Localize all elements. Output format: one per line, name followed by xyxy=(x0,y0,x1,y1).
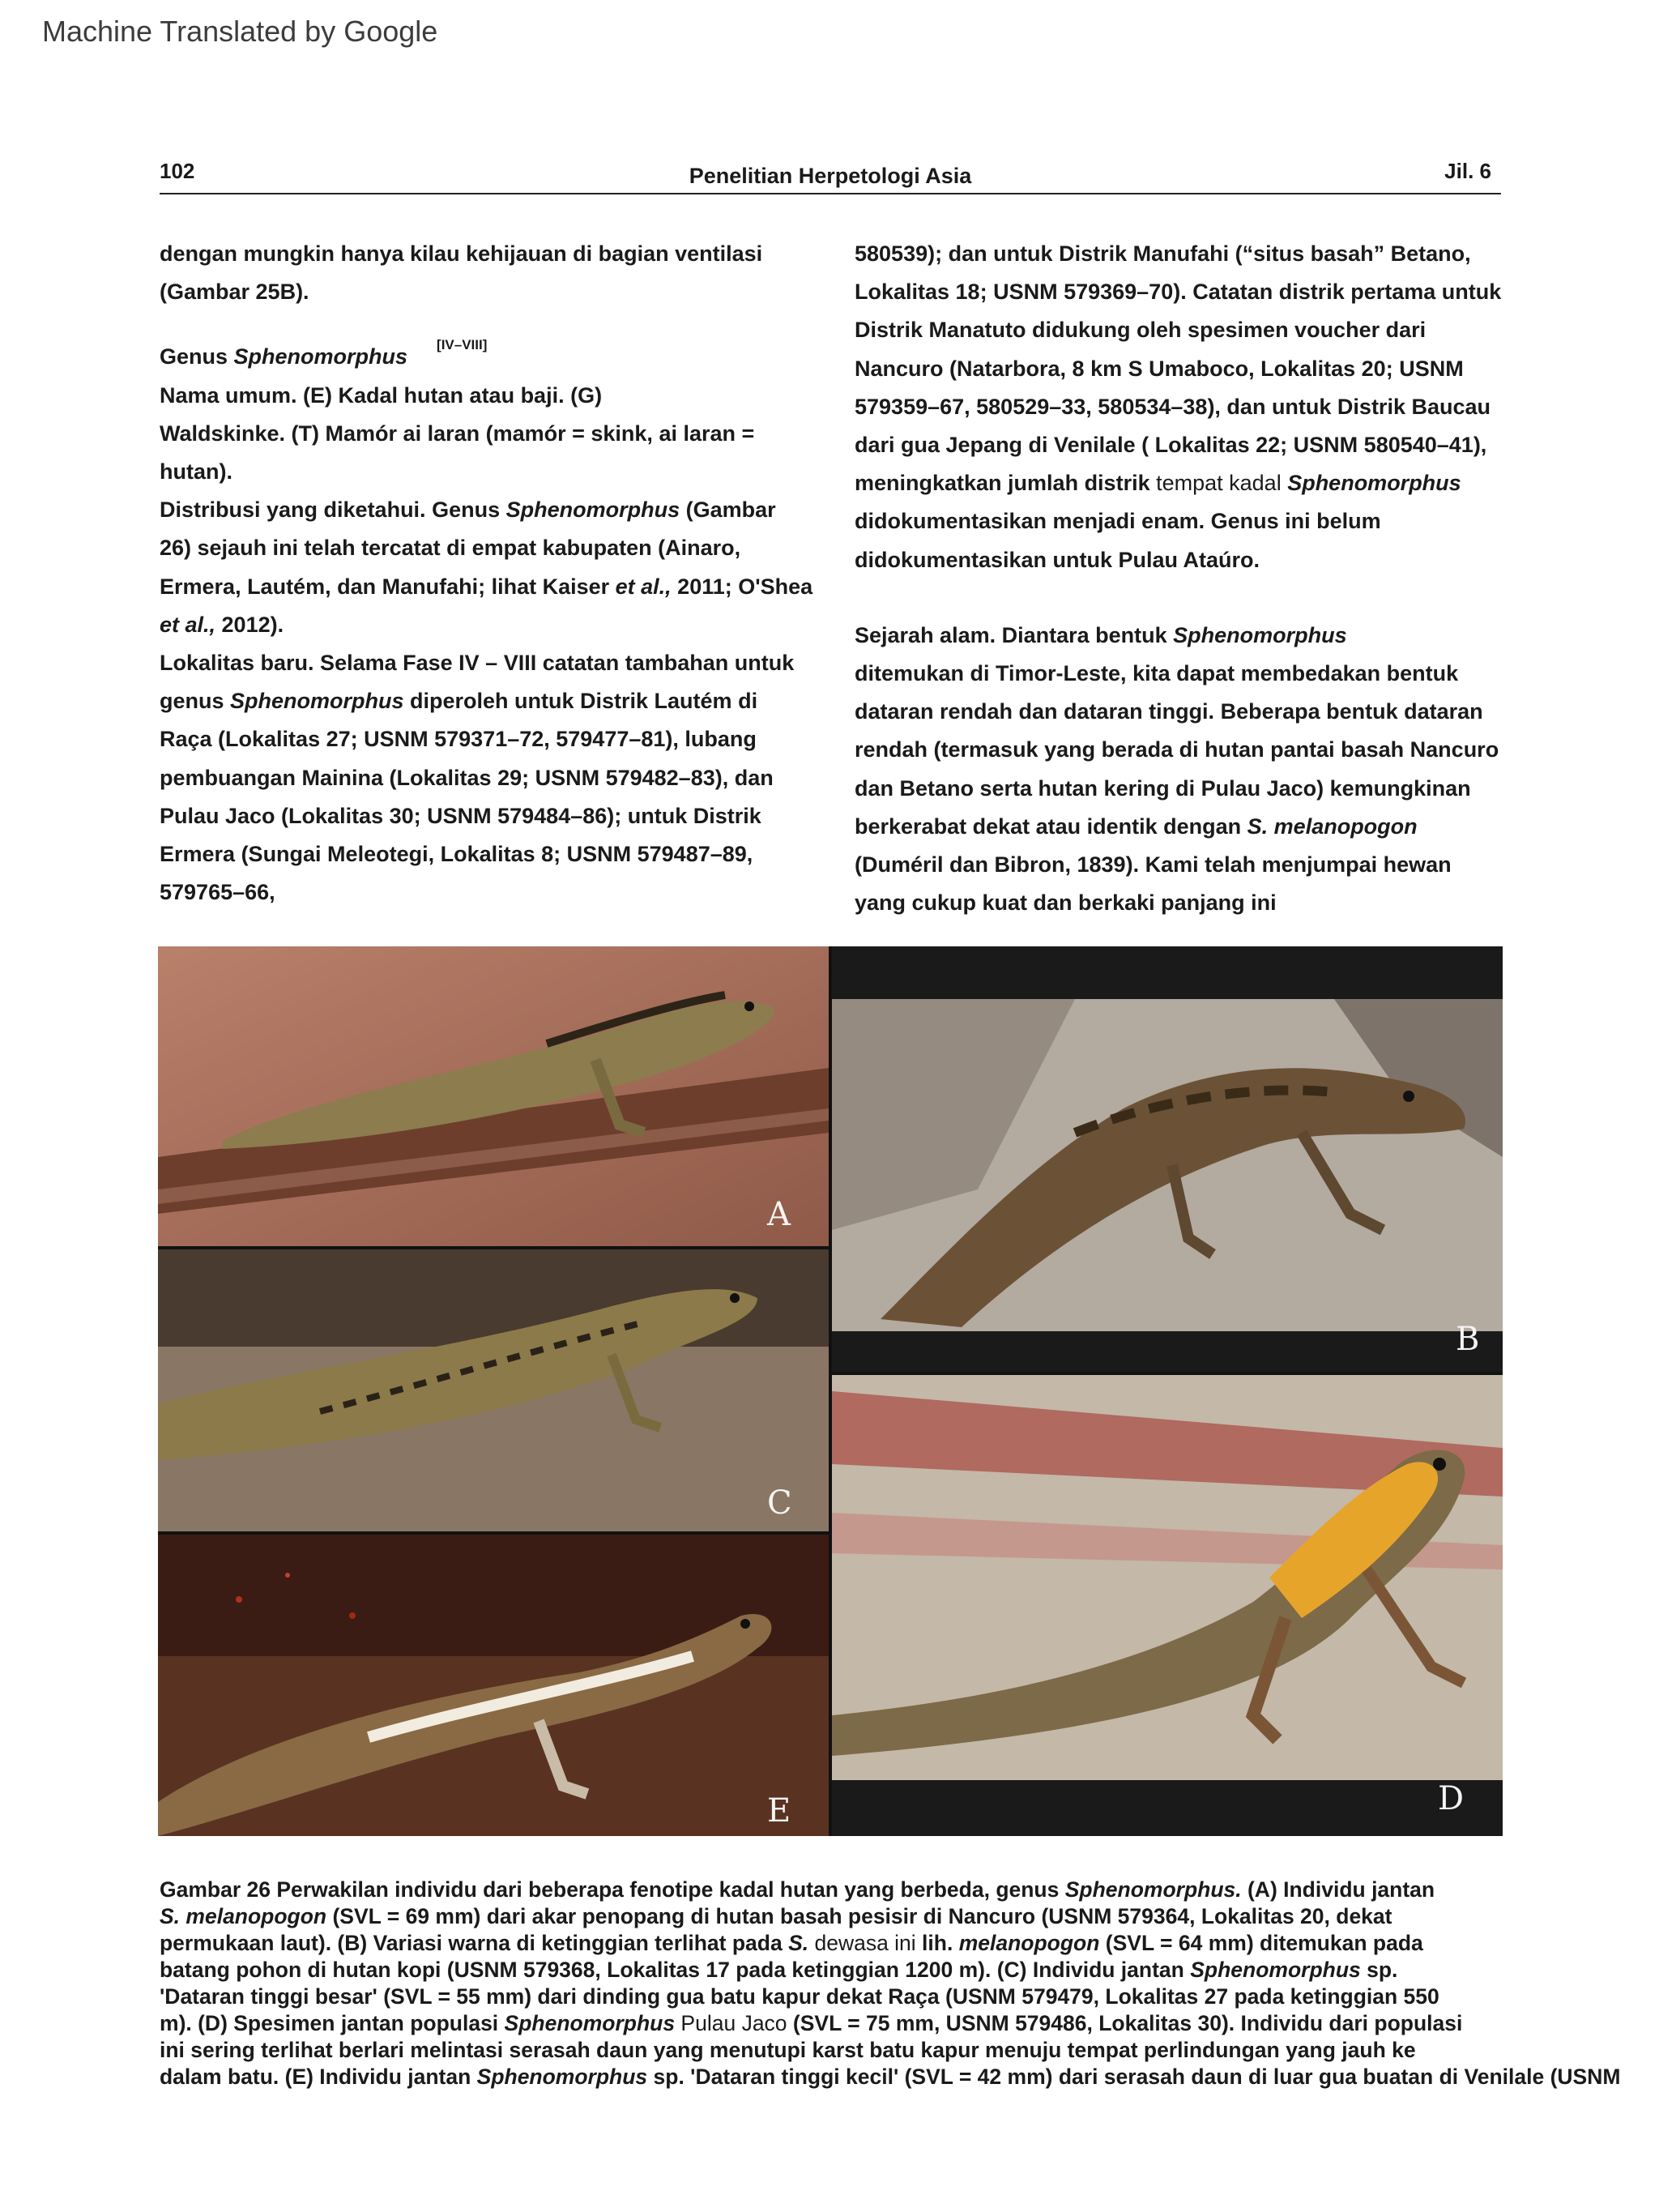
photo-panel-d xyxy=(832,1375,1503,1836)
photo-panel-e xyxy=(158,1535,829,1836)
text-line: et al., 2012). xyxy=(160,612,284,637)
text-line: 580539); dan untuk Distrik Manufahi (“situs basah” Betano, xyxy=(855,241,1471,266)
caption-line: Gambar 26 Perwakilan individu dari beberapa fenotipe kadal hutan yang berbeda, genus Sphenomorphus. (A) Individu jantan xyxy=(160,1877,1435,1902)
text-line: berkerabat dekat atau identik dengan S. melanopogon xyxy=(855,813,1418,839)
text-line: hutan). xyxy=(160,459,232,485)
text-line: dengan mungkin hanya kilau kehijauan di bagian ventilasi xyxy=(160,241,763,266)
text-line: Ermera, Lautém, dan Manufahi; lihat Kaiser et al., 2011; O'Shea xyxy=(160,574,813,599)
text-line: Distribusi yang diketahui. Genus Sphenomorphus (Gambar xyxy=(160,497,776,523)
text-line: genus Sphenomorphus diperoleh untuk Distrik Lautém di xyxy=(160,689,758,714)
caption-line: permukaan laut). (B) Variasi warna di ketinggian terlihat pada S. dewasa ini lih. melanopogon (SVL = 64 mm) ditemukan pada xyxy=(160,1931,1423,1955)
panel-label: D xyxy=(1438,1780,1465,1817)
text-line: rendah (termasuk yang berada di hutan pantai basah Nancuro xyxy=(855,737,1499,762)
panel-label: A xyxy=(767,1196,791,1233)
text-line: (Duméril dan Bibron, 1839). Kami telah menjumpai hewan xyxy=(855,852,1452,878)
text-line: Nancuro (Natarbora, 8 km S Umaboco, Lokalitas 20; USNM xyxy=(855,356,1464,381)
caption-line: 'Dataran tinggi besar' (SVL = 55 mm) dari dinding gua batu kapur dekat Raça (USNM 579479, Lokalitas 27 pada ketinggian 550 xyxy=(160,1984,1439,2009)
text-line: Raça (Lokalitas 27; USNM 579371–72, 579477–81), lubang xyxy=(160,727,757,752)
figure-caption xyxy=(160,1877,1659,2090)
text-line: 26) sejauh ini telah tercatat di empat kabupaten (Ainaro, xyxy=(160,536,741,561)
panel-label: C xyxy=(767,1484,792,1522)
caption-line: S. melanopogon (SVL = 69 mm) dari akar penopang di hutan basah pesisir di Nancuro (USNM 579364, Lokalitas 20, dekat xyxy=(160,1904,1392,1928)
text-line: Nama umum. (E) Kadal hutan atau baji. (G) xyxy=(160,382,603,408)
page-number: 102 xyxy=(160,159,195,183)
text-line: Ermera (Sungai Meleotegi, Lokalitas 8; USNM 579487–89, xyxy=(160,842,753,867)
genus-heading: Genus Sphenomorphus [IV–VIII] xyxy=(160,337,488,369)
text-line: Sejarah alam. Diantara bentuk Sphenomorphus xyxy=(855,622,1347,647)
phase-superscript: [IV–VIII] xyxy=(437,337,488,353)
text-line: (Gambar 25B). xyxy=(160,280,309,305)
panel-label: B xyxy=(1456,1321,1480,1358)
caption-line: dalam batu. (E) Individu jantan Sphenomorphus sp. 'Dataran tinggi kecil' (SVL = 42 mm) dari serasah daun di luar gua buatan di Venilale (USNM xyxy=(160,2065,1621,2089)
right-column xyxy=(855,235,1519,922)
caption-line: ini sering terlihat berlari melintasi serasah daun yang menutupi karst batu kapur menuju tempat perlindungan yang jauh ke xyxy=(160,2038,1416,2062)
text-line: dari gua Jepang di Venilale ( Lokalitas 22; USNM 580540–41), xyxy=(855,433,1487,458)
text-line: Distrik Manatuto didukung oleh spesimen voucher dari xyxy=(855,318,1427,343)
photo-panel-a xyxy=(158,946,829,1246)
text-line: Lokalitas baru. Selama Fase IV – VIII catatan tambahan untuk xyxy=(160,651,795,676)
text-line: Waldskinke. (T) Mamór ai laran (mamór = skink, ai laran = xyxy=(160,421,755,446)
volume-label: Jil. 6 xyxy=(1444,159,1491,183)
text-line: didokumentasikan untuk Pulau Ataúro. xyxy=(855,547,1260,572)
text-line: dan Betano serta hutan kering di Pulau Jaco) kemungkinan xyxy=(855,775,1471,801)
panel-label: E xyxy=(767,1792,791,1830)
text-line: didokumentasikan menjadi enam. Genus ini belum xyxy=(855,509,1381,534)
text-line: yang cukup kuat dan berkaki panjang ini xyxy=(855,890,1277,916)
text-line: pembuangan Mainina (Lokalitas 29; USNM 579482–83), dan xyxy=(160,765,774,790)
machine-translation-banner: Machine Translated by Google xyxy=(42,15,438,48)
text-line: dataran rendah dan dataran tinggi. Beberapa bentuk dataran xyxy=(855,699,1483,724)
figure-26 xyxy=(158,946,1503,1836)
running-header xyxy=(160,156,1501,194)
journal-title: Penelitian Herpetologi Asia xyxy=(689,164,972,188)
text-line: Lokalitas 18; USNM 579369–70). Catatan distrik pertama untuk xyxy=(855,280,1502,305)
left-column xyxy=(160,235,840,912)
text-line: ditemukan di Timor-Leste, kita dapat membedakan bentuk xyxy=(855,661,1459,686)
text-line: 579359–67, 580529–33, 580534–38), dan untuk Distrik Baucau xyxy=(855,394,1491,419)
text-line: Pulau Jaco (Lokalitas 30; USNM 579484–86); untuk Distrik xyxy=(160,803,761,828)
photo-panel-c xyxy=(158,1249,829,1531)
text-line: meningkatkan jumlah distrik tempat kadal Sphenomorphus xyxy=(855,471,1461,496)
photo-panel-b xyxy=(832,946,1503,1372)
caption-line: batang pohon di hutan kopi (USNM 579368, Lokalitas 17 pada ketinggian 1200 m). (C) Individu jantan Sphenomorphus sp. xyxy=(160,1958,1398,1982)
caption-line: m). (D) Spesimen jantan populasi Sphenomorphus Pulau Jaco (SVL = 75 mm, USNM 579486, Lokalitas 30). Individu dari populasi xyxy=(160,2011,1463,2035)
text-line: 579765–66, xyxy=(160,880,275,905)
